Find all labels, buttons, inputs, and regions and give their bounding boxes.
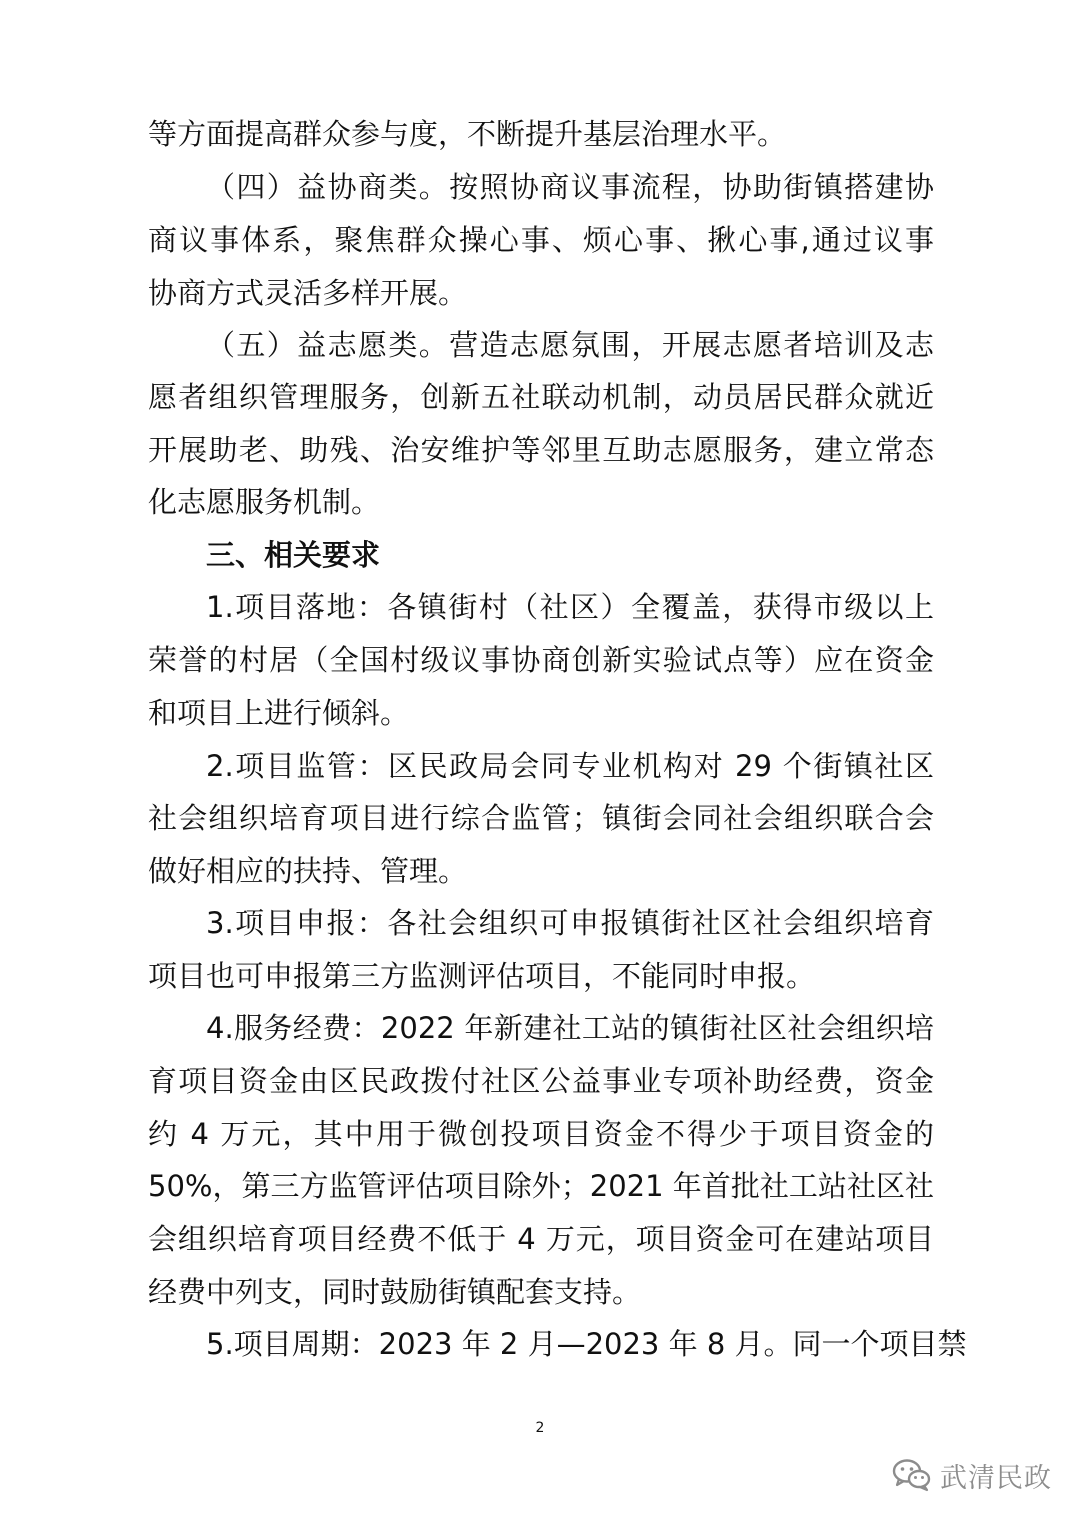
- text-line: 开展助老、助残、治安维护等邻里互助志愿服务，建立常态: [148, 433, 934, 467]
- page-number: 2: [535, 1420, 545, 1436]
- text-line: 做好相应的扶持、管理。: [148, 854, 468, 888]
- text-line: （四）益协商类。按照协商议事流程，协助街镇搭建协: [206, 170, 934, 204]
- text-line: （五）益志愿类。营造志愿氛围，开展志愿者培训及志: [206, 328, 934, 362]
- wechat-watermark: [892, 1450, 1052, 1500]
- text-line: 50%，第三方监管评估项目除外；2021 年首批社工站社区社: [148, 1169, 934, 1203]
- text-line: 等方面提高群众参与度，不断提升基层治理水平。: [148, 117, 787, 151]
- account-name: 武清民政: [940, 1462, 1052, 1494]
- text-line: 4.服务经费：2022 年新建社工站的镇街社区社会组织培: [206, 1011, 934, 1045]
- text-line: 和项目上进行倾斜。: [148, 696, 410, 730]
- text-line: 约 4 万元，其中用于微创投项目资金不得少于项目资金的: [148, 1117, 934, 1151]
- text-line: 2.项目监管：区民政局会同专业机构对 29 个街镇社区: [206, 749, 934, 783]
- text-line: 荣誉的村居（全国村级议事协商创新实验试点等）应在资金: [148, 643, 934, 677]
- text-line: 化志愿服务机制。: [148, 485, 381, 519]
- text-line: 经费中列支，同时鼓励街镇配套支持。: [148, 1275, 642, 1309]
- text-line: 育项目资金由区民政拨付社区公益事业专项补助经费，资金: [148, 1064, 934, 1098]
- text-line: 会组织培育项目经费不低于 4 万元，项目资金可在建站项目: [148, 1222, 934, 1256]
- text-line: 3.项目申报：各社会组织可申报镇街社区社会组织培育: [206, 906, 934, 940]
- text-line: 商议事体系，聚焦群众操心事、烦心事、揪心事,通过议事: [148, 223, 934, 257]
- text-line: 1.项目落地：各镇街村（社区）全覆盖，获得市级以上: [206, 590, 934, 624]
- text-line: 愿者组织管理服务，创新五社联动机制，动员居民群众就近: [148, 380, 934, 414]
- text-line: 项目也可申报第三方监测评估项目，不能同时申报。: [148, 959, 816, 993]
- text-line: 5.项目周期：2023 年 2 月—2023 年 8 月。同一个项目禁: [206, 1327, 967, 1361]
- text-line: 社会组织培育项目进行综合监管；镇街会同社会组织联合会: [148, 801, 934, 835]
- section-heading: 三、相关要求: [206, 538, 381, 572]
- wechat-icon: [892, 1458, 932, 1492]
- text-line: 协商方式灵活多样开展。: [148, 276, 468, 310]
